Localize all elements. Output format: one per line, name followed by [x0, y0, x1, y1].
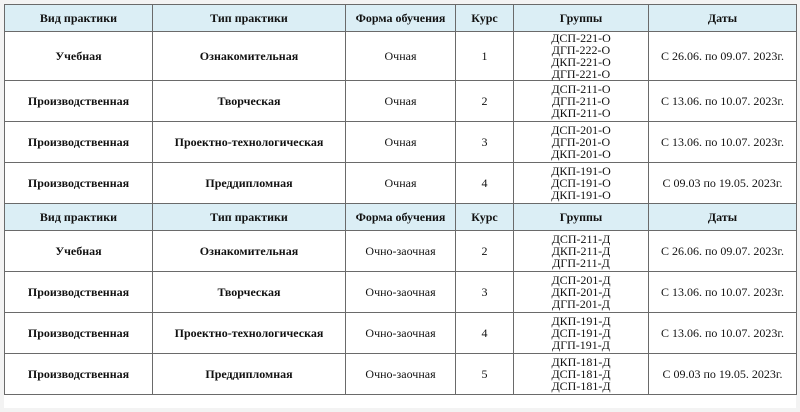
group-code: ДКП-211-Д: [551, 244, 611, 258]
group-code: ДСП-211-Д: [551, 232, 611, 246]
study-form-cell: Очная: [346, 81, 456, 122]
header-type: Тип практики: [153, 5, 346, 32]
groups-cell: [514, 122, 649, 163]
header-kind: Вид практики: [5, 204, 153, 231]
practice-type-cell: Проектно-технологическая: [153, 313, 346, 354]
header-groups: Группы: [514, 5, 649, 32]
practice-type-cell: Творческая: [153, 272, 346, 313]
group-code: ДКП-211-О: [551, 106, 611, 120]
groups-cell: [514, 231, 649, 272]
table-row: [5, 272, 797, 313]
table-row: [5, 231, 797, 272]
group-code: ДГП-222-О: [551, 43, 611, 57]
table-row: [5, 32, 797, 81]
practice-table: [4, 4, 797, 395]
dates-cell: С 13.06. по 10.07. 2023г.: [649, 272, 797, 313]
study-form-cell: Очная: [346, 163, 456, 204]
table-row: [5, 313, 797, 354]
study-form-cell: Очно-заочная: [346, 313, 456, 354]
header-form: Форма обучения: [346, 204, 456, 231]
practice-kind-cell: Производственная: [5, 354, 153, 395]
group-code: ДСП-181-Д: [551, 367, 611, 381]
dates-cell: С 09.03 по 19.05. 2023г.: [649, 163, 797, 204]
dates-cell: С 26.06. по 09.07. 2023г.: [649, 32, 797, 81]
group-code: ДСП-221-О: [551, 31, 611, 45]
table-row: [5, 81, 797, 122]
group-code: ДКП-181-Д: [551, 355, 611, 369]
table-row: [5, 122, 797, 163]
header-dates: Даты: [649, 204, 797, 231]
group-code: ДГП-211-О: [551, 94, 610, 108]
header-dates: Даты: [649, 5, 797, 32]
group-code: ДКП-191-О: [551, 188, 611, 202]
course-cell: 3: [456, 272, 514, 313]
dates-cell: С 13.06. по 10.07. 2023г.: [649, 81, 797, 122]
group-code: ДГП-201-О: [551, 135, 611, 149]
practice-kind-cell: Производственная: [5, 81, 153, 122]
course-cell: 2: [456, 81, 514, 122]
course-cell: 4: [456, 163, 514, 204]
practice-type-cell: Проектно-технологическая: [153, 122, 346, 163]
header-form: Форма обучения: [346, 5, 456, 32]
practice-kind-cell: Учебная: [5, 32, 153, 81]
study-form-cell: Очная: [346, 122, 456, 163]
header-groups: Группы: [514, 204, 649, 231]
groups-cell: [514, 163, 649, 204]
table-header-row: [5, 204, 797, 231]
study-form-cell: Очно-заочная: [346, 272, 456, 313]
course-cell: 4: [456, 313, 514, 354]
group-code: ДГП-221-О: [551, 67, 611, 81]
study-form-cell: Очно-заочная: [346, 231, 456, 272]
group-code: ДКП-201-Д: [551, 285, 611, 299]
dates-cell: С 13.06. по 10.07. 2023г.: [649, 122, 797, 163]
header-course: Курс: [456, 5, 514, 32]
study-form-cell: Очно-заочная: [346, 354, 456, 395]
table-row: [5, 354, 797, 395]
header-type: Тип практики: [153, 204, 346, 231]
group-code: ДСП-211-О: [551, 82, 611, 96]
practice-kind-cell: Производственная: [5, 313, 153, 354]
dates-cell: С 13.06. по 10.07. 2023г.: [649, 313, 797, 354]
groups-cell: [514, 32, 649, 81]
groups-cell: [514, 313, 649, 354]
dates-cell: С 26.06. по 09.07. 2023г.: [649, 231, 797, 272]
course-cell: 3: [456, 122, 514, 163]
header-course: Курс: [456, 204, 514, 231]
dates-cell: С 09.03 по 19.05. 2023г.: [649, 354, 797, 395]
group-code: ДСП-201-О: [551, 123, 611, 137]
course-cell: 1: [456, 32, 514, 81]
groups-cell: [514, 81, 649, 122]
group-code: ДКП-201-О: [551, 147, 611, 161]
practice-type-cell: Преддипломная: [153, 163, 346, 204]
practice-kind-cell: Производственная: [5, 163, 153, 204]
groups-cell: [514, 354, 649, 395]
group-code: ДГП-211-Д: [552, 256, 610, 270]
group-code: ДКП-191-Д: [551, 314, 611, 328]
group-code: ДГП-191-Д: [552, 338, 610, 352]
course-cell: 2: [456, 231, 514, 272]
group-code: ДСП-191-Д: [551, 326, 611, 340]
practice-kind-cell: Производственная: [5, 122, 153, 163]
group-code: ДСП-201-Д: [551, 273, 611, 287]
groups-cell: [514, 272, 649, 313]
table-header-row: [5, 5, 797, 32]
practice-type-cell: Творческая: [153, 81, 346, 122]
practice-type-cell: Ознакомительная: [153, 231, 346, 272]
header-kind: Вид практики: [5, 5, 153, 32]
table-row: [5, 163, 797, 204]
study-form-cell: Очная: [346, 32, 456, 81]
practice-type-cell: Ознакомительная: [153, 32, 346, 81]
group-code: ДКП-221-О: [551, 55, 611, 69]
group-code: ДКП-191-О: [551, 164, 611, 178]
practice-kind-cell: Учебная: [5, 231, 153, 272]
group-code: ДГП-201-Д: [552, 297, 610, 311]
course-cell: 5: [456, 354, 514, 395]
group-code: ДСП-191-О: [551, 176, 611, 190]
practice-kind-cell: Производственная: [5, 272, 153, 313]
practice-schedule: [4, 4, 796, 408]
practice-type-cell: Преддипломная: [153, 354, 346, 395]
group-code: ДСП-181-Д: [551, 379, 611, 393]
